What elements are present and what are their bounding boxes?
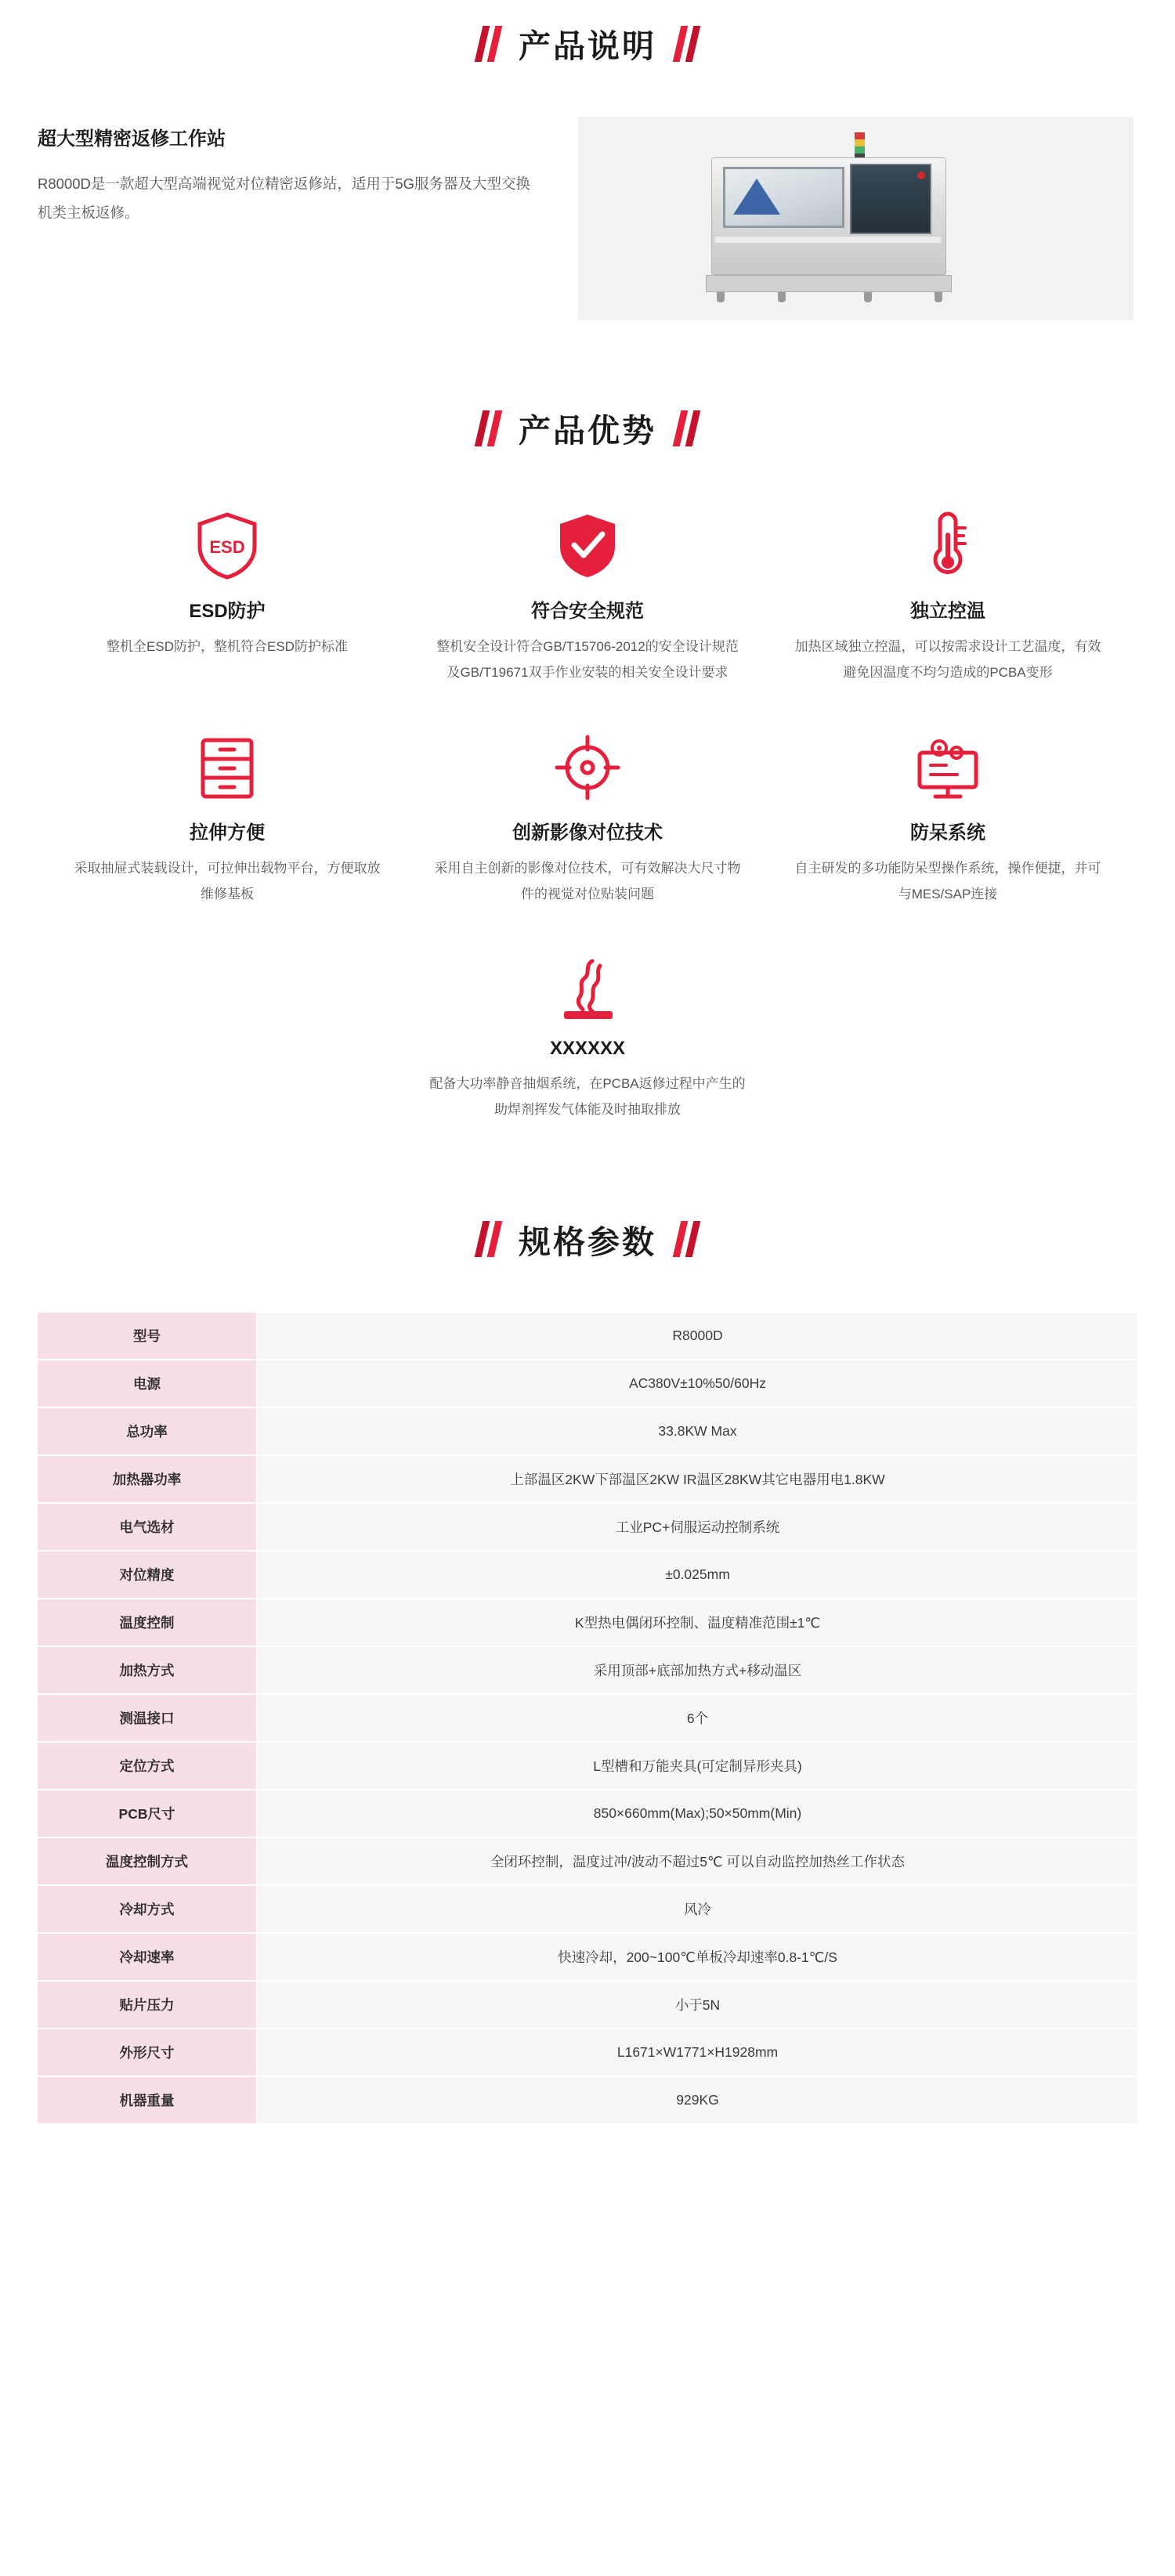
table-row <box>38 1503 1137 1551</box>
product-intro <box>0 117 1175 320</box>
spec-key: 机器重量 <box>38 2076 257 2124</box>
advantage-item <box>407 729 768 907</box>
table-row <box>38 1885 1137 1933</box>
advantage-name: 创新影像对位技术 <box>512 822 663 844</box>
spec-key: 外形尺寸 <box>38 2029 257 2076</box>
spec-key: 贴片压力 <box>38 1981 257 2029</box>
spec-key: 测温接口 <box>38 1694 257 1742</box>
spec-key: 冷却速率 <box>38 1933 257 1981</box>
advantage-name: ESD防护 <box>189 601 266 622</box>
gear-monitor-icon <box>791 729 1104 801</box>
section-header-advantages <box>0 405 1175 451</box>
spec-key: 加热方式 <box>38 1646 257 1694</box>
table-row <box>38 1360 1137 1407</box>
slash-decoration-right <box>677 26 696 62</box>
spec-key: 温度控制方式 <box>38 1837 257 1885</box>
advantage-desc: 加热区域独立控温，可以按需求设计工艺温度，有效避免因温度不均匀造成的PCBA变形 <box>794 639 1101 681</box>
section-title-product-desc: 产品说明 <box>519 28 656 64</box>
spec-value: 采用顶部+底部加热方式+移动温区 <box>257 1646 1137 1694</box>
specs-table <box>38 1313 1137 2125</box>
table-row <box>38 1790 1137 1837</box>
spec-value: AC380V±10%50/60Hz <box>257 1360 1137 1407</box>
spec-key: 温度控制 <box>38 1599 257 1646</box>
slash-decoration-left <box>479 410 498 446</box>
spec-key: 型号 <box>38 1313 257 1360</box>
advantage-item <box>47 508 407 685</box>
table-row <box>38 1694 1137 1742</box>
spec-key: 总功率 <box>38 1407 257 1455</box>
spec-key: 定位方式 <box>38 1742 257 1790</box>
table-row <box>38 1646 1137 1694</box>
table-row <box>38 1599 1137 1646</box>
spec-value: L1671×W1771×H1928mm <box>257 2029 1137 2076</box>
spec-value: ±0.025mm <box>257 1551 1137 1599</box>
advantage-desc: 配备大功率静音抽烟系统，在PCBA返修过程中产生的助焊剂挥发气体能及时抽取排放 <box>429 1075 746 1117</box>
spec-value: 风冷 <box>257 1885 1137 1933</box>
esd-shield-icon <box>70 508 384 580</box>
section-title-specs: 规格参数 <box>519 1223 656 1260</box>
check-shield-icon <box>431 508 744 580</box>
advantage-name: XXXXXX <box>549 1037 626 1059</box>
section-header-specs <box>0 1216 1175 1263</box>
slash-decoration-left <box>479 1221 498 1257</box>
table-row <box>38 1455 1137 1503</box>
spec-value: L型槽和万能夹具(可定制异形夹具) <box>257 1742 1137 1790</box>
advantage-name: 拉伸方便 <box>190 822 265 844</box>
spec-key: 加热器功率 <box>38 1455 257 1503</box>
advantages-grid <box>0 451 1175 908</box>
svg-text:ESD: ESD <box>209 537 245 557</box>
table-row <box>38 1551 1137 1599</box>
drawer-icon <box>70 729 384 801</box>
section-header-product-desc <box>0 20 1175 67</box>
spec-value: 小于5N <box>257 1981 1137 2029</box>
advantage-desc: 整机安全设计符合GB/T15706-2012的安全设计规范及GB/T19671双手作业安装的相关安全设计要求 <box>436 639 739 681</box>
table-row <box>38 1407 1137 1455</box>
specs-section <box>0 1216 1175 2125</box>
machine-illustration-icon <box>668 135 1005 304</box>
slash-decoration-left <box>479 26 498 62</box>
advantage-name: 防呆系统 <box>910 822 985 844</box>
product-image <box>578 117 1133 320</box>
table-row <box>38 1981 1137 2029</box>
target-align-icon <box>431 729 744 801</box>
smoke-extraction-icon <box>0 950 1175 1022</box>
spec-key: 电气选材 <box>38 1503 257 1551</box>
table-row <box>38 1742 1137 1790</box>
spec-value: 33.8KW Max <box>257 1407 1137 1455</box>
advantage-item <box>768 508 1128 685</box>
advantage-item <box>768 729 1128 907</box>
advantage-desc: 采取抽屉式装载设计，可拉伸出载物平台，方便取放维修基板 <box>74 861 381 902</box>
spec-key: 对位精度 <box>38 1551 257 1599</box>
advantage-item-extra <box>0 950 1175 1122</box>
advantage-desc: 自主研发的多功能防呆型操作系统，操作便捷，并可与MES/SAP连接 <box>794 861 1101 902</box>
thermometer-icon <box>791 508 1104 580</box>
spec-value: R8000D <box>257 1313 1137 1360</box>
advantage-name: 符合安全规范 <box>531 601 644 622</box>
advantage-desc: 整机全ESD防护，整机符合ESD防护标准 <box>107 639 348 654</box>
product-intro-title: 超大型精密返修工作站 <box>38 128 226 150</box>
spec-value: 快速冷却，200~100℃单板冷却速率0.8-1℃/S <box>257 1933 1137 1981</box>
spec-key: PCB尺寸 <box>38 1790 257 1837</box>
advantage-item <box>407 508 768 685</box>
slash-decoration-right <box>677 1221 696 1257</box>
table-row <box>38 1837 1137 1885</box>
advantage-desc: 采用自主创新的影像对位技术，可有效解决大尺寸物件的视觉对位贴装问题 <box>434 861 741 902</box>
advantage-name: 独立控温 <box>910 601 985 622</box>
product-intro-description: R8000D是一款超大型高端视觉对位精密返修站，适用于5G服务器及大型交换机类主板返修。 <box>38 175 531 221</box>
spec-key: 冷却方式 <box>38 1885 257 1933</box>
product-intro-text <box>38 117 539 227</box>
table-row <box>38 2029 1137 2076</box>
advantages-section <box>0 405 1175 1122</box>
spec-key: 电源 <box>38 1360 257 1407</box>
table-row <box>38 1933 1137 1981</box>
spec-value: 工业PC+伺服运动控制系统 <box>257 1503 1137 1551</box>
slash-decoration-right <box>677 410 696 446</box>
spec-value: 6个 <box>257 1694 1137 1742</box>
page-root <box>0 20 1175 2172</box>
advantage-item <box>47 729 407 907</box>
section-title-advantages: 产品优势 <box>519 413 656 449</box>
spec-value: 上部温区2KW下部温区2KW IR温区28KW其它电器用电1.8KW <box>257 1455 1137 1503</box>
spec-value: 850×660mm(Max);50×50mm(Min) <box>257 1790 1137 1837</box>
spec-value: 全闭环控制，温度过冲/波动不超过5℃ 可以自动监控加热丝工作状态 <box>257 1837 1137 1885</box>
table-row <box>38 1313 1137 1360</box>
table-row <box>38 2076 1137 2124</box>
spec-value: 929KG <box>257 2076 1137 2124</box>
spec-value: K型热电偶闭环控制、温度精准范围±1℃ <box>257 1599 1137 1646</box>
